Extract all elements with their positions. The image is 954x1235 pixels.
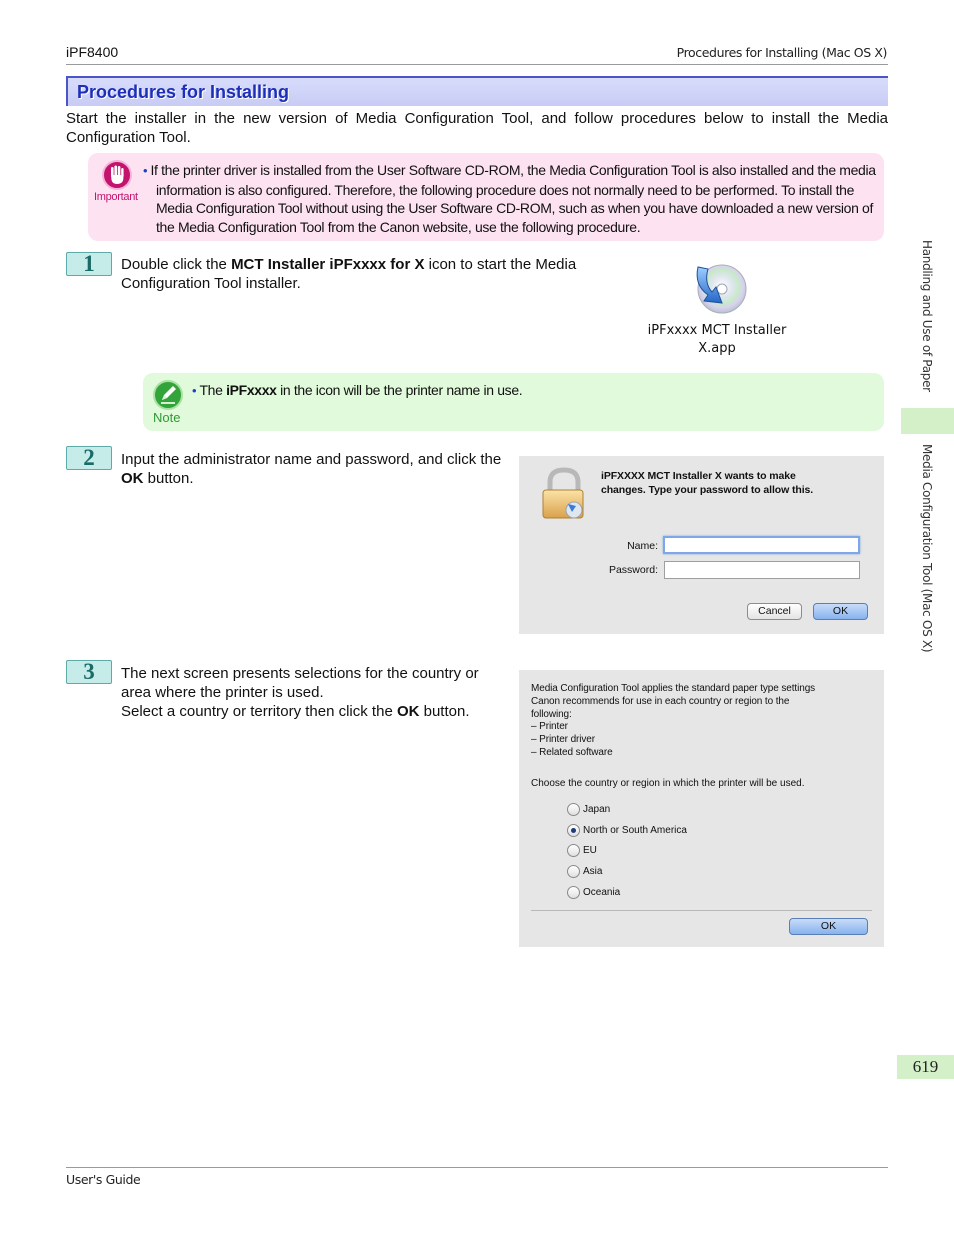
bullet-icon: • [192, 383, 200, 398]
installer-disc-icon[interactable] [684, 261, 752, 327]
step-number-2: 2 [66, 446, 112, 470]
header-model: iPF8400 [66, 44, 119, 60]
password-label: Password: [608, 564, 658, 576]
hand-stop-icon [102, 160, 132, 190]
side-tab-chapter[interactable]: Handling and Use of Paper [920, 240, 934, 392]
region-ok-button[interactable]: OK [789, 918, 868, 935]
radio-button[interactable] [567, 865, 580, 878]
important-text-block [143, 161, 878, 236]
intro-paragraph: Start the installer in the new version of Media Configuration Tool, and follow procedures below to install the Media Configuration Tool. [66, 110, 888, 146]
side-tab-section[interactable]: Media Configuration Tool (Mac OS X) [920, 444, 934, 653]
name-field[interactable] [663, 536, 860, 554]
name-label: Name: [627, 540, 658, 552]
cancel-button[interactable]: Cancel [747, 603, 802, 620]
region-option-eu[interactable]: EU [567, 843, 597, 857]
header-section: Procedures for Installing (Mac OS X) [676, 45, 887, 60]
radio-button[interactable] [567, 844, 580, 857]
step-1-text: Double click the MCT Installer iPFxxxx for X icon to start the Media Configuration Tool installer. [121, 256, 577, 292]
footer-rule [66, 1167, 888, 1168]
step-number-1: 1 [66, 252, 112, 276]
region-option-oceania[interactable]: Oceania [567, 885, 620, 899]
section-title-bar [66, 76, 888, 106]
side-tab-active-band [901, 408, 954, 434]
radio-button[interactable] [567, 886, 580, 899]
radio-button[interactable] [567, 803, 580, 816]
ok-button[interactable]: OK [813, 603, 868, 620]
step-3-text: The next screen presents selections for the country or area where the printer is used. Select a country or territory then click the OK button. [121, 665, 479, 720]
password-field[interactable] [664, 561, 860, 579]
radio-button-selected[interactable] [567, 824, 580, 837]
region-option-america[interactable]: North or South America [567, 823, 687, 837]
header-rule [66, 64, 888, 65]
note-text: • The iPFxxxx in the icon will be the printer name in use. [192, 382, 523, 398]
footer-guide: User's Guide [66, 1172, 141, 1187]
auth-dialog-message: iPFXXXX MCT Installer X wants to make changes. Type your password to allow this. [601, 470, 814, 496]
region-dialog-divider [531, 910, 872, 911]
region-option-japan[interactable]: Japan [567, 802, 610, 816]
installer-icon-caption: iPFxxxx MCT Installer X.app [647, 323, 787, 356]
bullet-icon: • [143, 163, 151, 178]
region-dialog-message: Media Configuration Tool applies the standard paper type settings Canon recommends for use in each country or region to the following: – Printer – Printer driver – Related software [531, 683, 816, 758]
region-choose-text: Choose the country or region in which the printer will be used. [531, 778, 805, 789]
important-text: If the printer driver is installed from the User Software CD-ROM, the Media Configuration Tool is also installed and the media information is also configured. Therefore, the following procedure does not normally need to be performed. To install the Media Configuration Tool without using the User Software CD-ROM, such as when you have downloaded a new version of the Media Configuration Tool from the Canon website, use the following procedure. [150, 162, 876, 235]
padlock-icon [540, 466, 588, 522]
step-number-3: 3 [66, 660, 112, 684]
pencil-note-icon [153, 380, 183, 410]
page-title: Procedures for Installing [77, 82, 290, 102]
region-option-asia[interactable]: Asia [567, 864, 602, 878]
page-number: 619 [897, 1055, 954, 1079]
step-2-text: Input the administrator name and password, and click the OK button. [121, 451, 502, 487]
important-label: Important [94, 191, 138, 203]
note-label: Note [153, 410, 181, 425]
